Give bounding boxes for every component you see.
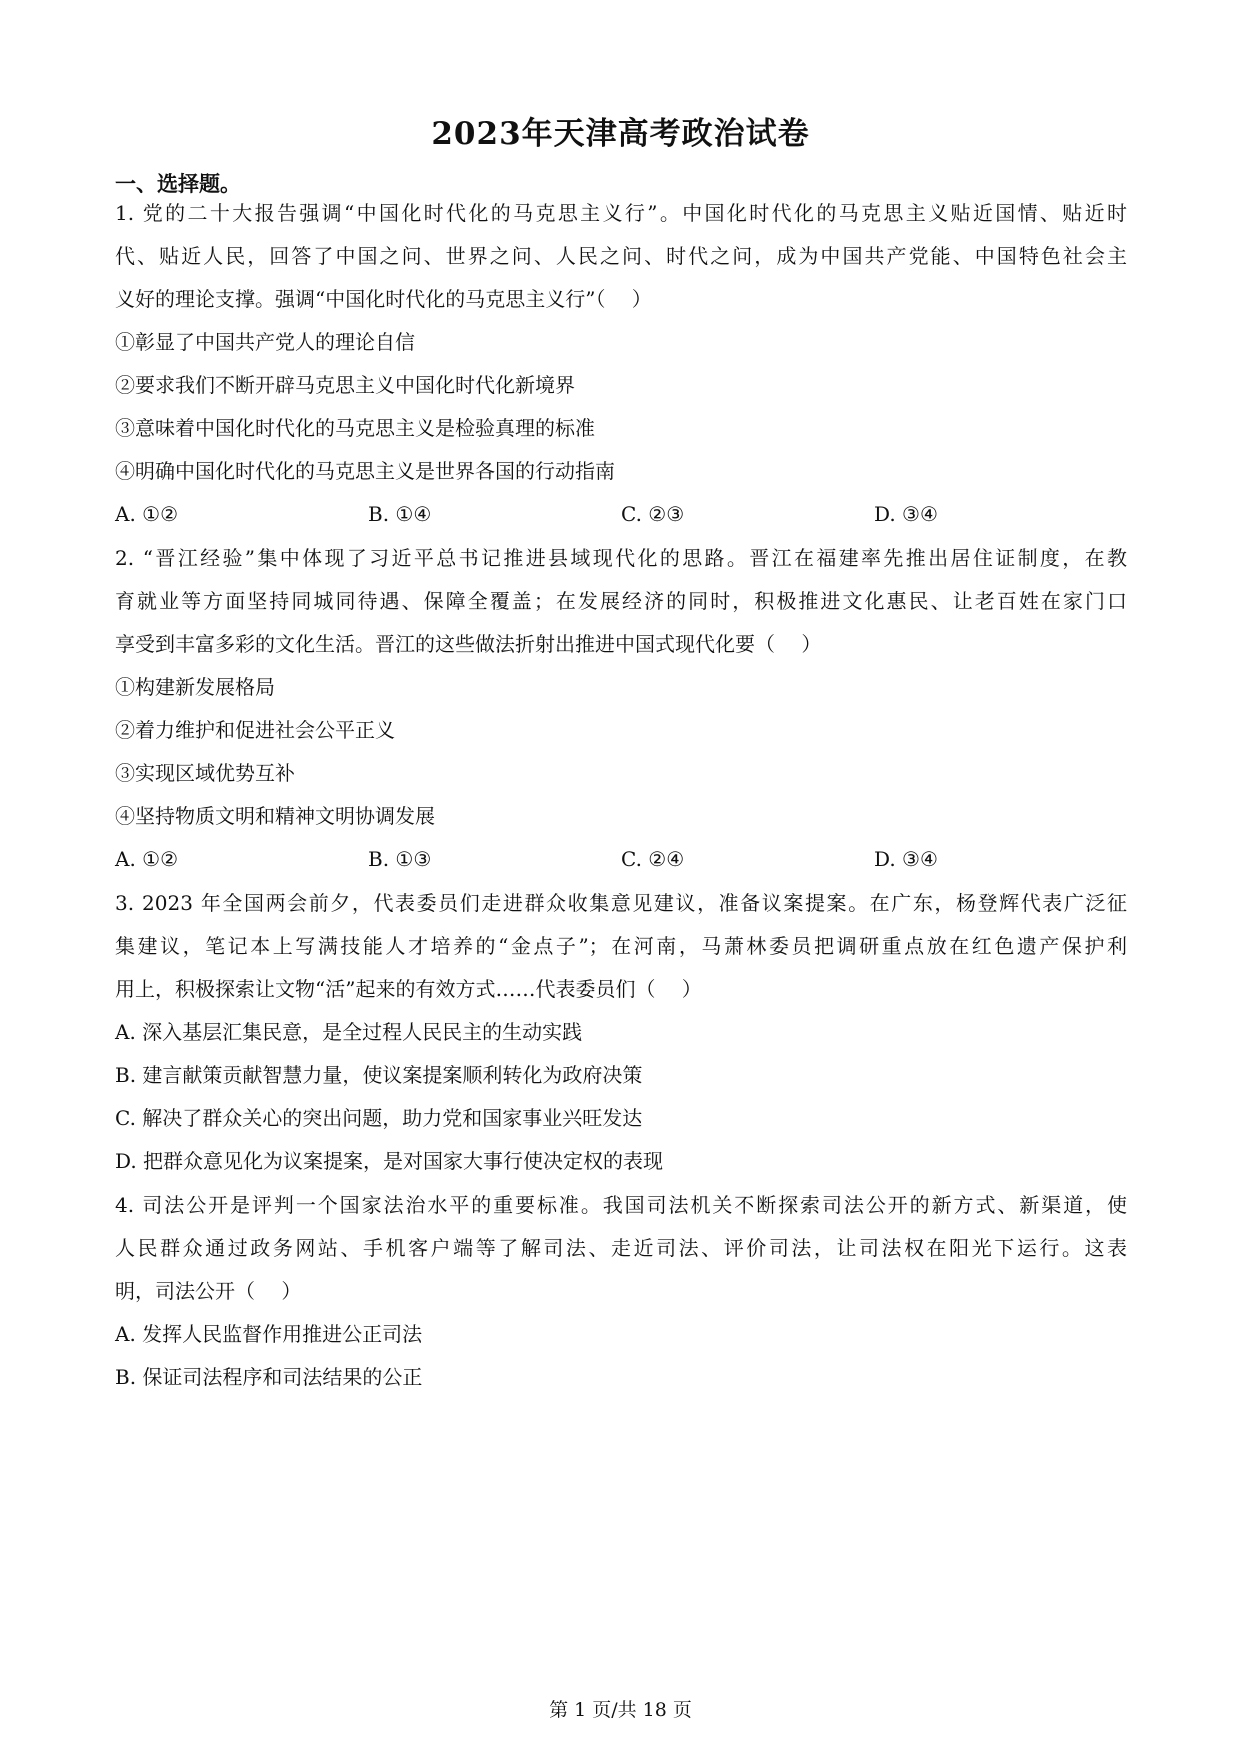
question-4-line-1: 4. 司法公开是评判一个国家法治水平的重要标准。我国司法机关不断探索司法公开的新方式、新渠道，使 bbox=[115, 1193, 1127, 1217]
option-a: A. ①② bbox=[115, 847, 179, 871]
question-4-choice-a: A. 发挥人民监督作用推进公正司法 bbox=[115, 1322, 423, 1346]
question-1 bbox=[115, 192, 1127, 536]
question-3-choice-d: D. 把群众意见化为议案提案，是对国家大事行使决定权的表现 bbox=[115, 1149, 664, 1173]
question-1-item-2: ②要求我们不断开辟马克思主义中国化时代化新境界 bbox=[115, 373, 575, 397]
question-1-item-4: ④明确中国化时代化的马克思主义是世界各国的行动指南 bbox=[115, 459, 615, 483]
page-footer: 第 1 页/共 18 页 bbox=[549, 1699, 692, 1721]
question-4-line-2: 人民群众通过政务网站、手机客户端等了解司法、走近司法、评价司法，让司法权在阳光下运行。这表 bbox=[115, 1236, 1127, 1260]
question-3-line-3: 用上，积极探索让文物“活”起来的有效方式……代表委员们（ ） bbox=[115, 977, 702, 1001]
option-a: A. ①② bbox=[115, 502, 179, 526]
question-3-line-1: 3. 2023 年全国两会前夕，代表委员们走进群众收集意见建议，准备议案提案。在广东，杨登辉代表广泛征 bbox=[115, 891, 1127, 915]
question-3-choice-c: C. 解决了群众关心的突出问题，助力党和国家事业兴旺发达 bbox=[115, 1106, 643, 1130]
question-2-options bbox=[115, 838, 1127, 881]
question-3-line-2: 集建议，笔记本上写满技能人才培养的“金点子”；在河南，马萧林委员把调研重点放在红色遗产保护利 bbox=[115, 934, 1127, 958]
question-1-item-3: ③意味着中国化时代化的马克思主义是检验真理的标准 bbox=[115, 416, 595, 440]
question-4-line-3: 明，司法公开（ ） bbox=[115, 1279, 302, 1303]
question-4-choice-b: B. 保证司法程序和司法结果的公正 bbox=[115, 1365, 423, 1389]
question-3 bbox=[115, 882, 1127, 1183]
question-3-choice-a: A. 深入基层汇集民意，是全过程人民民主的生动实践 bbox=[115, 1020, 583, 1044]
question-3-choice-b: B. 建言献策贡献智慧力量，使议案提案顺利转化为政府决策 bbox=[115, 1063, 643, 1087]
option-b: B. ①④ bbox=[368, 502, 432, 526]
page-title: 2023年天津高考政治试卷 bbox=[431, 116, 810, 152]
question-2 bbox=[115, 537, 1127, 881]
question-2-item-2: ②着力维护和促进社会公平正义 bbox=[115, 718, 395, 742]
option-c: C. ②④ bbox=[621, 847, 685, 871]
option-d: D. ③④ bbox=[874, 847, 938, 871]
question-2-item-4: ④坚持物质文明和精神文明协调发展 bbox=[115, 804, 435, 828]
question-2-line-3: 享受到丰富多彩的文化生活。晋江的这些做法折射出推进中国式现代化要（ ） bbox=[115, 632, 822, 656]
question-1-line-2: 代、贴近人民，回答了中国之问、世界之问、人民之问、时代之问，成为中国共产党能、中国特色社会主 bbox=[115, 244, 1127, 268]
option-b: B. ①③ bbox=[368, 847, 432, 871]
question-4 bbox=[115, 1184, 1127, 1399]
section-heading: 一、选择题。 bbox=[115, 171, 241, 196]
question-2-item-3: ③实现区域优势互补 bbox=[115, 761, 295, 785]
question-1-line-3: 义好的理论支撑。强调“中国化时代化的马克思主义行”（ ） bbox=[115, 287, 652, 311]
question-2-line-1: 2. “晋江经验”集中体现了习近平总书记推进县域现代化的思路。晋江在福建率先推出居住证制度，在教 bbox=[115, 546, 1127, 570]
option-c: C. ②③ bbox=[621, 502, 685, 526]
question-1-item-1: ①彰显了中国共产党人的理论自信 bbox=[115, 330, 415, 354]
option-d: D. ③④ bbox=[874, 502, 938, 526]
question-2-line-2: 育就业等方面坚持同城同待遇、保障全覆盖；在发展经济的同时，积极推进文化惠民、让老百姓在家门口 bbox=[115, 589, 1127, 613]
question-1-options bbox=[115, 493, 1127, 536]
question-2-item-1: ①构建新发展格局 bbox=[115, 675, 275, 699]
question-1-line-1: 1. 党的二十大报告强调“中国化时代化的马克思主义行”。中国化时代化的马克思主义贴近国情、贴近时 bbox=[115, 201, 1127, 225]
